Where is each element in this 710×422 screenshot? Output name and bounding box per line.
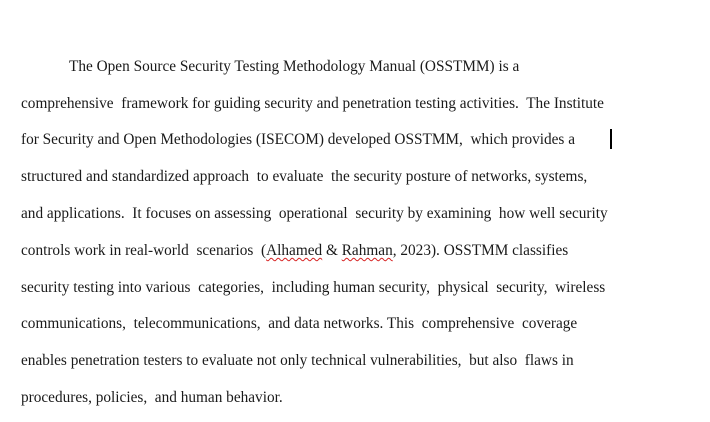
citation-author-alhamed[interactable]: Alhamed [266,242,323,259]
paragraph-line-2: comprehensive framework for guiding security and penetration testing activities. The Institute [21,95,604,112]
paragraph-line-4: structured and standardized approach to evaluate the security posture of networks, systems, [21,168,588,185]
citation-ampersand: & [322,242,342,259]
paragraph-line-6 [21,241,568,261]
paragraph-line-1: The Open Source Security Testing Methodology Manual (OSSTMM) is a [69,58,520,75]
line-6-tail: , 2023). OSSTMM classifies [392,242,569,259]
text-cursor [610,129,612,149]
paragraph-line-10: procedures, policies, and human behavior. [21,389,283,406]
paragraph-line-8: communications, telecommunications, and data networks. This comprehensive coverage [21,315,578,332]
paragraph-line-5: and applications. It focuses on assessing operational security by examining how well security [21,205,608,222]
paragraph-line-7: security testing into various categories, including human security, physical security, wireless [21,279,606,296]
line-6-head: controls work in real-world scenarios ( [21,242,267,259]
paragraph-line-9: enables penetration testers to evaluate not only technical vulnerabilities, but also flaws in [21,352,574,369]
citation-author-rahman[interactable]: Rahman [341,242,393,259]
paragraph-line-3: for Security and Open Methodologies (ISECOM) developed OSSTMM, which provides a [21,131,576,148]
